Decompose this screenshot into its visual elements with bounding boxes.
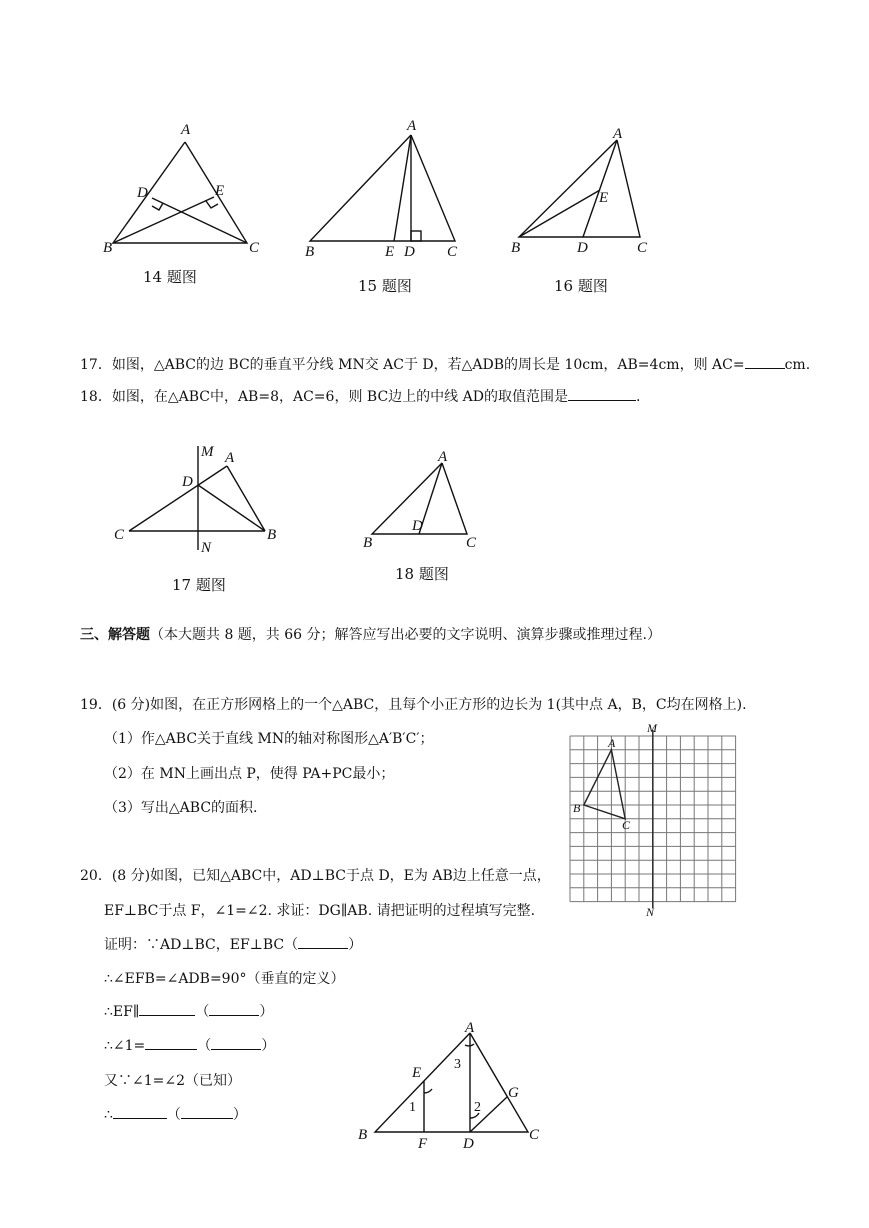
label-C: C: [637, 240, 648, 256]
label-C: C: [447, 244, 458, 260]
label-A: A: [608, 736, 616, 750]
proof-line-2: ∴∠EFB=∠ADB=90°（垂直的定义）: [104, 971, 345, 987]
label-B: B: [363, 535, 373, 551]
proof-l1-end: ）: [348, 937, 363, 953]
label-A: A: [407, 118, 417, 134]
label-E: E: [215, 183, 225, 199]
caption-fig18: 18 题图: [395, 565, 449, 583]
proof-blank-6a[interactable]: [113, 1104, 167, 1119]
label-B: B: [103, 240, 113, 256]
label-M: M: [647, 721, 657, 735]
q19-part3: （3）写出△ABC的面积.: [104, 800, 258, 816]
proof-line-1: [104, 934, 362, 954]
label-C: C: [529, 1127, 540, 1143]
proof-l4-close: ）: [261, 1038, 276, 1054]
proof-line-6: [104, 1104, 247, 1124]
label-A: A: [225, 450, 235, 466]
q19-stem: 19．(6 分)如图，在正方形网格上的一个△ABC，且每个小正方形的边长为 1(其中点 A，B，C均在网格上).: [80, 697, 747, 713]
proof-l4-open: （: [197, 1038, 212, 1054]
angle-1-label: 1: [409, 1100, 416, 1115]
label-B: B: [358, 1127, 368, 1143]
proof-blank-4a[interactable]: [145, 1035, 197, 1050]
proof-l4-text: ∴∠1=: [104, 1038, 146, 1054]
label-C: C: [466, 535, 477, 551]
label-C: C: [114, 527, 125, 543]
proof-line-5: 又∵∠1=∠2（已知）: [104, 1073, 242, 1089]
label-E: E: [412, 1065, 422, 1081]
section-3-desc: （本大题共 8 题，共 66 分；解答应写出必要的文字说明、演算步骤或推理过程.）: [150, 627, 661, 643]
proof-l6-open: （: [166, 1107, 181, 1123]
proof-l3-open: （: [195, 1004, 210, 1020]
figure-15: [300, 115, 470, 265]
label-E: E: [599, 190, 609, 206]
proof-l3-text: ∴EF∥: [104, 1004, 140, 1020]
label-C: C: [249, 240, 260, 256]
label-D: D: [463, 1136, 474, 1152]
label-D: D: [404, 244, 415, 260]
figure-14: [95, 115, 270, 265]
angle-2-label: 2: [474, 1100, 481, 1115]
caption-fig16: 16 题图: [554, 277, 608, 295]
proof-l1-text: 证明：∵AD⊥BC，EF⊥BC（: [104, 937, 299, 953]
section-3-heading: [80, 624, 661, 644]
q17-suffix: cm.: [784, 357, 811, 373]
label-C: C: [622, 818, 631, 832]
proof-l6-close: ）: [232, 1107, 247, 1123]
caption-fig15: 15 题图: [358, 277, 412, 295]
label-E: E: [385, 244, 395, 260]
label-D: D: [137, 185, 148, 201]
proof-blank-3b[interactable]: [209, 1001, 259, 1016]
label-M: M: [201, 444, 214, 460]
label-A: A: [613, 126, 623, 142]
label-N: N: [646, 905, 655, 919]
label-D: D: [577, 240, 588, 256]
figure-19-grid[interactable]: [560, 720, 740, 920]
label-B: B: [267, 527, 277, 543]
question-18: [80, 386, 640, 406]
label-B: B: [305, 244, 315, 260]
q18-text: 18．如图，在△ABC中，AB=8，AC=6，则 BC边上的中线 AD的取值范围是: [80, 389, 568, 405]
figure-17: [105, 440, 290, 560]
q19-part2: （2）在 MN上画出点 P，使得 PA+PC最小；: [104, 766, 395, 782]
q20-stem-1: 20．(8 分)如图，已知△ABC中，AD⊥BC于点 D，E为 AB边上任意一点，: [80, 868, 551, 884]
label-D: D: [412, 518, 423, 534]
label-G: G: [508, 1085, 519, 1101]
proof-blank-6b[interactable]: [181, 1104, 233, 1119]
proof-line-3: [104, 1001, 273, 1021]
caption-fig14: 14 题图: [143, 268, 197, 286]
q20-stem-2: EF⊥BC于点 F，∠1=∠2. 求证：DG∥AB. 请把证明的过程填写完整.: [104, 903, 536, 919]
label-A: A: [465, 1020, 475, 1036]
q19-part1: （1）作△ABC关于直线 MN的轴对称图形△A′B′C′；: [104, 731, 434, 747]
proof-line-4: [104, 1035, 275, 1055]
section-3-title: 三、解答题: [80, 627, 150, 643]
label-D: D: [182, 474, 193, 490]
question-17: [80, 354, 810, 374]
caption-fig17: 17 题图: [172, 576, 226, 594]
proof-blank-3a[interactable]: [139, 1001, 195, 1016]
answer-blank-18[interactable]: [568, 386, 636, 401]
q18-suffix: .: [635, 389, 641, 405]
proof-l6-text: ∴: [104, 1107, 113, 1123]
figure-20: [350, 1015, 550, 1150]
q17-text: 17．如图，△ABC的边 BC的垂直平分线 MN交 AC于 D，若△ADB的周长是 10cm，AB=4cm，则 AC=: [80, 357, 745, 373]
label-A: A: [181, 122, 191, 138]
figure-16: [505, 120, 665, 265]
label-F: F: [418, 1136, 428, 1152]
answer-blank-17[interactable]: [745, 354, 785, 369]
angle-3-label: 3: [454, 1057, 461, 1072]
label-A: A: [438, 449, 448, 465]
proof-blank-1[interactable]: [298, 934, 348, 949]
proof-l3-close: ）: [259, 1004, 274, 1020]
proof-blank-4b[interactable]: [211, 1035, 261, 1050]
figure-18: [355, 445, 495, 555]
label-B: B: [511, 240, 521, 256]
label-B: B: [573, 801, 581, 815]
label-N: N: [201, 540, 212, 556]
